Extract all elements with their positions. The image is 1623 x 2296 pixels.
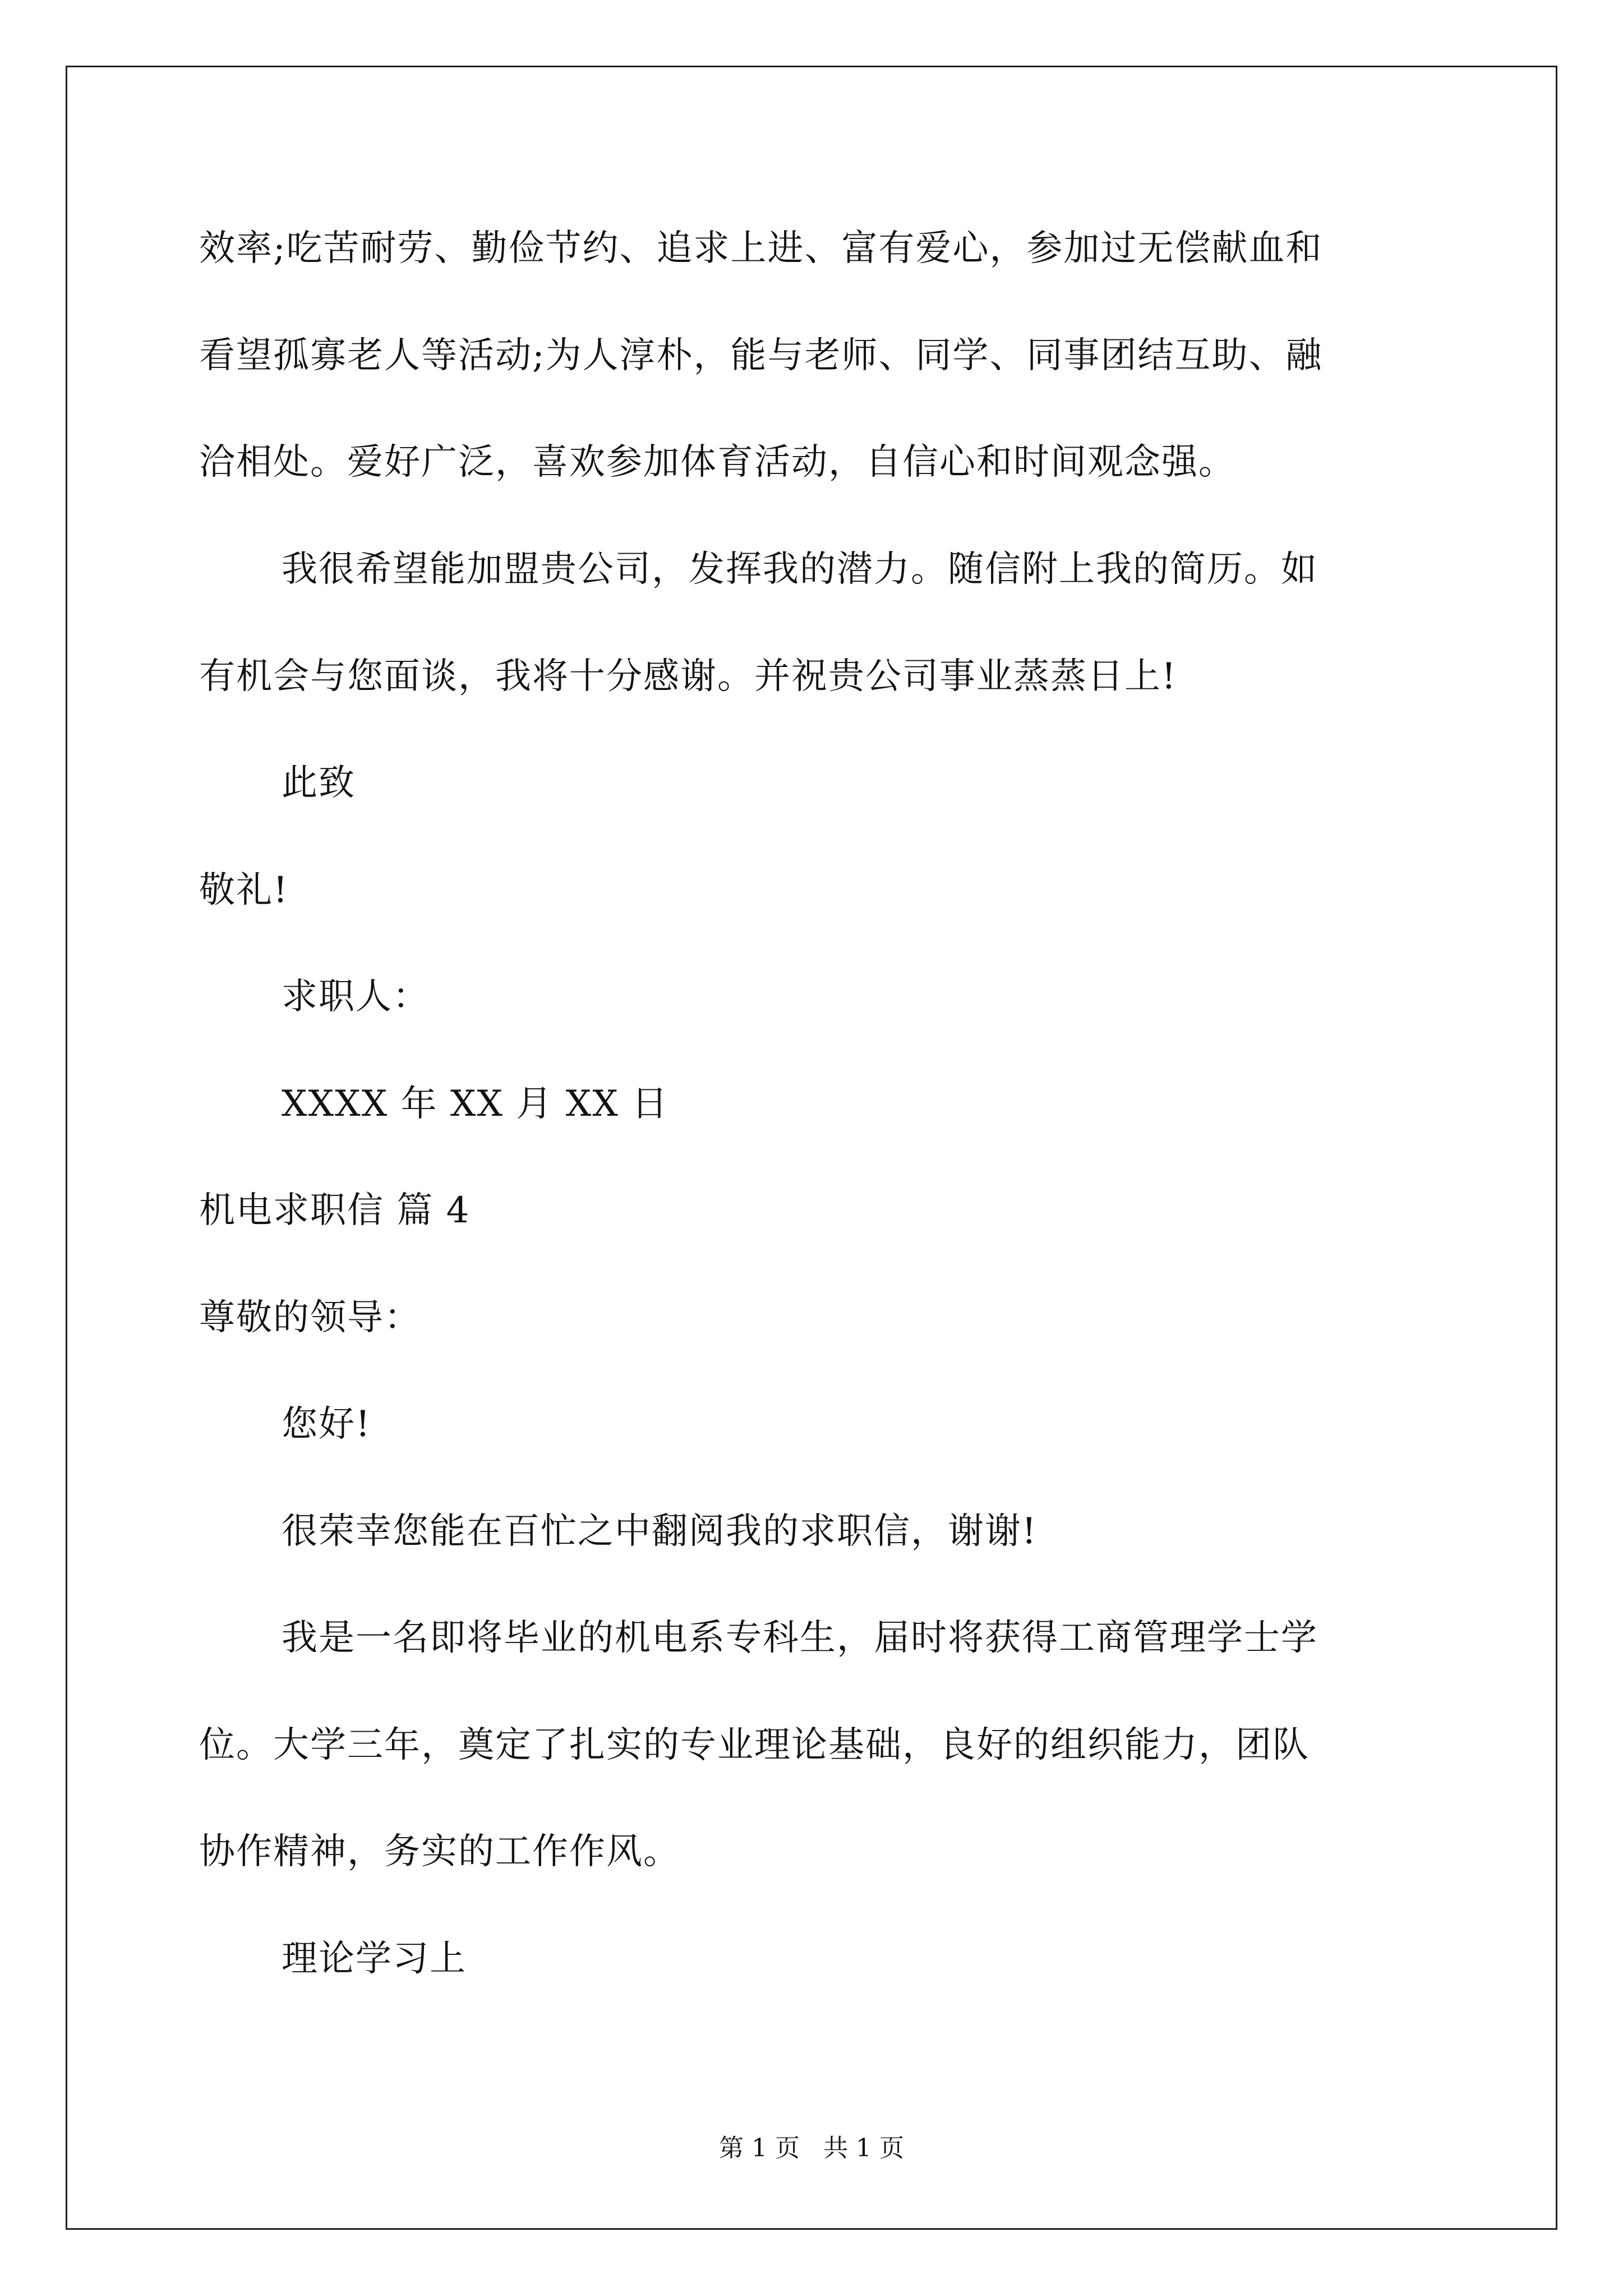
page-number-footer: 第 1 页 共 1 页 <box>719 2134 904 2162</box>
body-line-intro: 我是一名即将毕业的机电系专科生，届时将获得工商管理学士学 <box>282 1617 1318 1659</box>
page-border <box>66 66 1557 2230</box>
date-line: XXXX 年 XX 月 XX 日 <box>282 1083 669 1125</box>
body-line-university: 位。大学三年，奠定了扎实的专业理论基础，良好的组织能力，团队 <box>199 1724 1310 1766</box>
closing-respect: 敬礼! <box>199 869 289 911</box>
body-line-teamwork: 协作精神，务实的工作作风。 <box>199 1831 680 1872</box>
body-line-2: 看望孤寡老人等活动;为人淳朴，能与老师、同学、同事团结互助、融 <box>199 335 1323 376</box>
body-line-4: 我很希望能加盟贵公司，发挥我的潜力。随信附上我的简历。如 <box>282 549 1318 590</box>
body-line-3: 洽相处。爱好广泛，喜欢参加体育活动，自信心和时间观念强。 <box>199 441 1235 483</box>
body-line-theory: 理论学习上 <box>282 1938 467 1980</box>
greeting-line: 尊敬的领导： <box>199 1297 421 1338</box>
closing-salutation: 此致 <box>282 762 356 804</box>
hello-line: 您好! <box>282 1404 371 1445</box>
applicant-label: 求职人： <box>282 976 430 1018</box>
body-line-5: 有机会与您面谈，我将十分感谢。并祝贵公司事业蒸蒸日上! <box>199 656 1177 697</box>
section-title: 机电求职信 篇 4 <box>199 1190 471 1231</box>
body-line-1: 效率;吃苦耐劳、勤俭节约、追求上进、富有爱心，参加过无偿献血和 <box>199 228 1323 269</box>
body-line-thanks: 很荣幸您能在百忙之中翻阅我的求职信，谢谢! <box>282 1511 1038 1552</box>
